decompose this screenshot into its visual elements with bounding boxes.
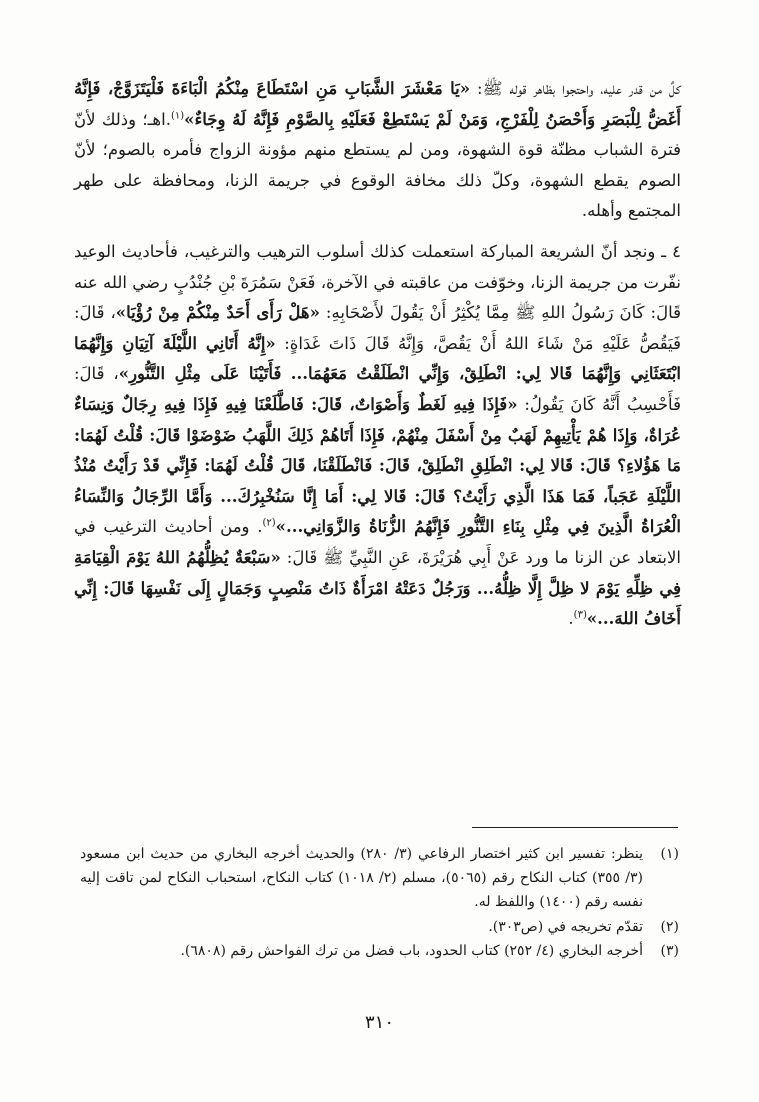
paragraph-2-intro: ٤ ـ ونجد أنّ الشريعة المباركة استعملت كذلك أسلوب الترهيب والترغيب، فأحاديث الوعيد نفّرت من جريمة الزنا، وخوّفت من عاقبته في الآخرة، فَعَنْ سَمُرَةَ بْنِ جُنْدُبٍ رضي الله عنه قَالَ: كَانَ رَسُولُ اللهِ ﷺ مِمَّا يُكْثِرُ أَنْ يَقُولَ لأَصْحَابِهِ: [74,241,681,323]
footnote-number: (٢) [660,918,679,935]
footnote-ref-3[interactable]: (٣) [573,609,587,621]
footnotes [80,842,679,963]
footnote-ref-2[interactable]: (٢) [262,517,276,529]
hadith-quote: «هَلْ رَأَى أَحَدٌ مِنْكُمْ مِنْ رُؤْيَا» [115,303,320,323]
footnote-number: (١) [660,846,679,862]
page-number: ٣١٠ [364,1012,394,1033]
narration-text: ، قَالَ: فَأَحْسِبُ أَنَّهُ كَانَ يَقُولُ: [74,364,681,414]
footnote-ref-1[interactable]: (١) [170,110,185,122]
narration-text: ، قَالَ: فَيَقُصُّ عَلَيْهِ مَنْ شَاءَ اللهُ أَنْ يَقُصَّ، وَإِنَّهُ قَالَ ذَاتَ غَدَاةٍ: [74,303,681,353]
hadith-quote: «يَا مَعْشَرَ الشَّبَابِ مَنِ اسْتَطَاعَ مِنْكُمُ الْبَاءَةَ فَلْيَتَزَوَّجْ، فَإِنَّهُ أَغَضُّ لِلْبَصَرِ وَأَحْصَنُ لِلْفَرْجِ، وَمَنْ لَمْ يَسْتَطِعْ فَعَلَيْهِ بِالصَّوْمِ فَإِنَّهُ لَهُ وِجَاءٌ» [74,79,681,129]
footnote-number: (٣) [660,942,679,959]
footnote-item [80,939,679,963]
paragraph-2-end: . [568,609,574,629]
narration-text: . ومن أحاديث الترغيب في الابتعاد عن الزنا ما ورد عَنْ أَبِي هُرَيْرَةَ، عَنِ النَّبِيِّ ﷺ قَالَ: [74,517,681,567]
footnote-item [80,842,679,915]
paragraph-1-rest: .اهـ؛ وذلك لأنّ فترة الشباب مظنّة قوة الشهوة، ومن لم يستطع منهم مؤونة الزواج فأمره بالصوم؛ لأنّ الصوم يقطع الشهوة، وكلّ ذلك مخافة الوقوع في جريمة الزنا، ومحافظة على طهر المجتمع وأهله. [74,109,681,221]
footnote-item [80,915,679,939]
footnote-text: تقدّم تخريجه في (ص٣٠٣). [488,918,643,935]
hadith-quote: «فَإِذَا فِيهِ لَغَطٌ وَأَصْوَاتٌ، قَالَ: فَاطَّلَعْنَا فِيهِ فَإِذَا فِيهِ رِجَالٌ وَنِسَاءٌ عُرَاةٌ، وَإِذَا هُمْ يَأْتِيهِمْ لَهَبٌ مِنْ أَسْفَلَ مِنْهُمْ، فَإِذَا أَتَاهُمْ ذَلِكَ اللَّهَبُ ضَوْضَوْا قَالَ: قُلْتُ لَهُمَا: مَا هَؤُلاءِ؟ قَالَ: قَالا لِي: انْطَلِقِ انْطَلِقْ، قَالَ: فَانْطَلَقْنَا، قَالَ قُلْتُ لَهُمَا: فَإِنِّي قَدْ رَأَيْتُ مُنْذُ اللَّيْلَةِ عَجَباً، فَمَا هَذَا الَّذِي رَأَيْتُ؟ قَالَ: قَالا لِي: أَمَا إِنَّا سَنُخْبِرُكَ... وَأَمَّا الرِّجَالُ وَالنِّسَاءُ الْعُرَاةُ الَّذِينَ فِي مِثْلِ بِنَاءِ التَّنُّورِ فَإِنَّهُمُ الزُّنَاةُ وَالزَّوَانِي...» [74,394,681,537]
hadith-quote: «سَبْعَةٌ يُظِلُّهُمُ اللهُ يَوْمَ الْقِيَامَةِ فِي ظِلِّهِ يَوْمَ لا ظِلَّ إِلَّا ظِلُّهُ... وَرَجُلٌ دَعَتْهُ امْرَأَةٌ ذَاتُ مَنْصِبٍ وَجَمَالٍ إِلَى نَفْسِهَا قَالَ: إِنِّي أَخَافُ اللهَ...» [74,547,681,629]
paragraph-2 [74,237,681,635]
hadith-quote: «إِنَّهُ أَتَانِي اللَّيْلَةَ آتِيَانِ وَإِنَّهُمَا ابْتَعَثَانِي وَإِنَّهُمَا قَالا لِي: انْطَلِقْ، وَإِنِّي انْطَلَقْتُ مَعَهُمَا... فَأَتَيْنَا عَلَى مِثْلِ التَّنُّورِ» [74,333,681,384]
footnote-text: ينظر: تفسير ابن كثير اختصار الرفاعي (٣/ ٢٨٠) والحديث أخرجه البخاري من حديث ابن مسعود (٣/ ٣٥٥) كتاب النكاح رقم (٥٠٦٥)، مسلم (٢/ ١٠١٨) كتاب النكاح، استحباب النكاح لمن تاقت إليه نفسه رقم (١٤٠٠) واللفظ له. [80,846,643,911]
body-text [74,74,681,635]
paragraph-1 [74,74,681,227]
paragraph-1-intro: كلٌ من قدر عليه، واحتجوا بظاهر قوله ﷺ: [470,79,681,98]
footnote-text: أخرجه البخاري (٤/ ٢٥٢) كتاب الحدود، باب فضل من ترك الفواحش رقم (٦٨٠٨). [180,942,643,959]
footnote-divider [472,827,678,828]
